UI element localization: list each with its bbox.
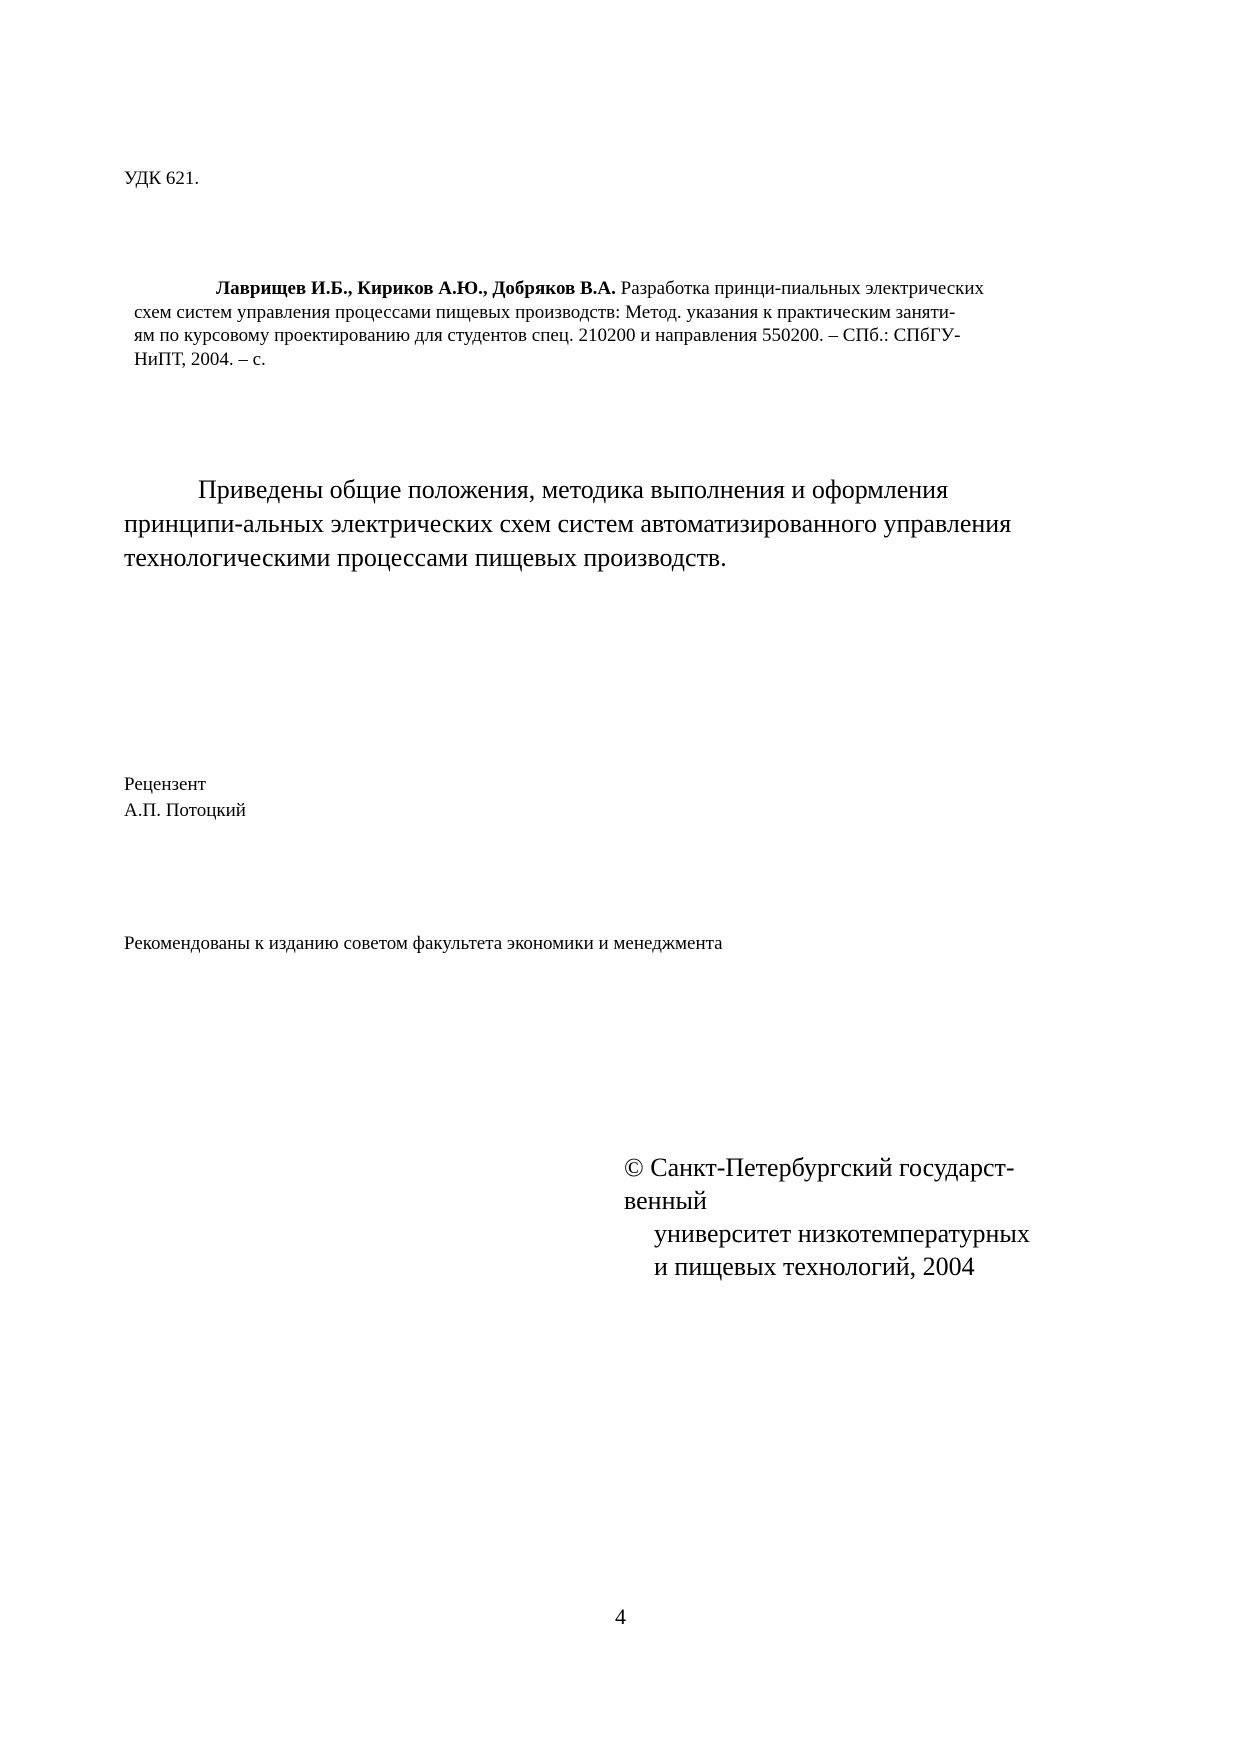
annotation-line-3: технологическими процессами пищевых производств. bbox=[124, 543, 727, 572]
biblio-title-start: Разработка принци-пиальных электрических bbox=[615, 278, 985, 299]
copyright-line-2: венный bbox=[624, 1186, 707, 1215]
page-number: 4 bbox=[615, 1604, 626, 1629]
biblio-line-1 bbox=[134, 277, 1064, 301]
annotation-line-2: принципи-альных электрических схем систем автоматизированного управления bbox=[124, 509, 1012, 538]
biblio-line-2: схем систем управления процессами пищевых производств: Метод. указания к практическим заняти- bbox=[134, 301, 956, 323]
biblio-line-4: НиПТ, 2004. – с. bbox=[134, 348, 266, 370]
annotation bbox=[124, 473, 1064, 575]
udk-code: УДК 621. bbox=[124, 168, 200, 189]
copyright-line-3: университет низкотемпературных bbox=[654, 1219, 1030, 1248]
biblio-authors: Лаврищев И.Б., Кириков А.Ю., Добряков В.А. bbox=[216, 278, 616, 299]
biblio-line-3: ям по курсовому проектированию для студентов спец. 210200 и направления 550200. – СПб.: СПбГУ- bbox=[134, 325, 961, 346]
reviewer-block bbox=[124, 772, 246, 824]
reviewer-label: Рецензент bbox=[124, 774, 206, 795]
reviewer-name: А.П. Потоцкий bbox=[124, 800, 246, 821]
publication-recommendation: Рекомендованы к изданию советом факультета экономики и менеджмента bbox=[124, 933, 723, 954]
copyright-line-1: © Санкт-Петербургский государст- bbox=[624, 1153, 1015, 1182]
copyright-block bbox=[624, 1151, 1030, 1283]
copyright-line-4: и пищевых технологий, 2004 bbox=[654, 1252, 975, 1281]
annotation-line-1: Приведены общие положения, методика выполнения и оформления bbox=[198, 475, 949, 504]
bibliographic-description bbox=[134, 277, 1064, 371]
